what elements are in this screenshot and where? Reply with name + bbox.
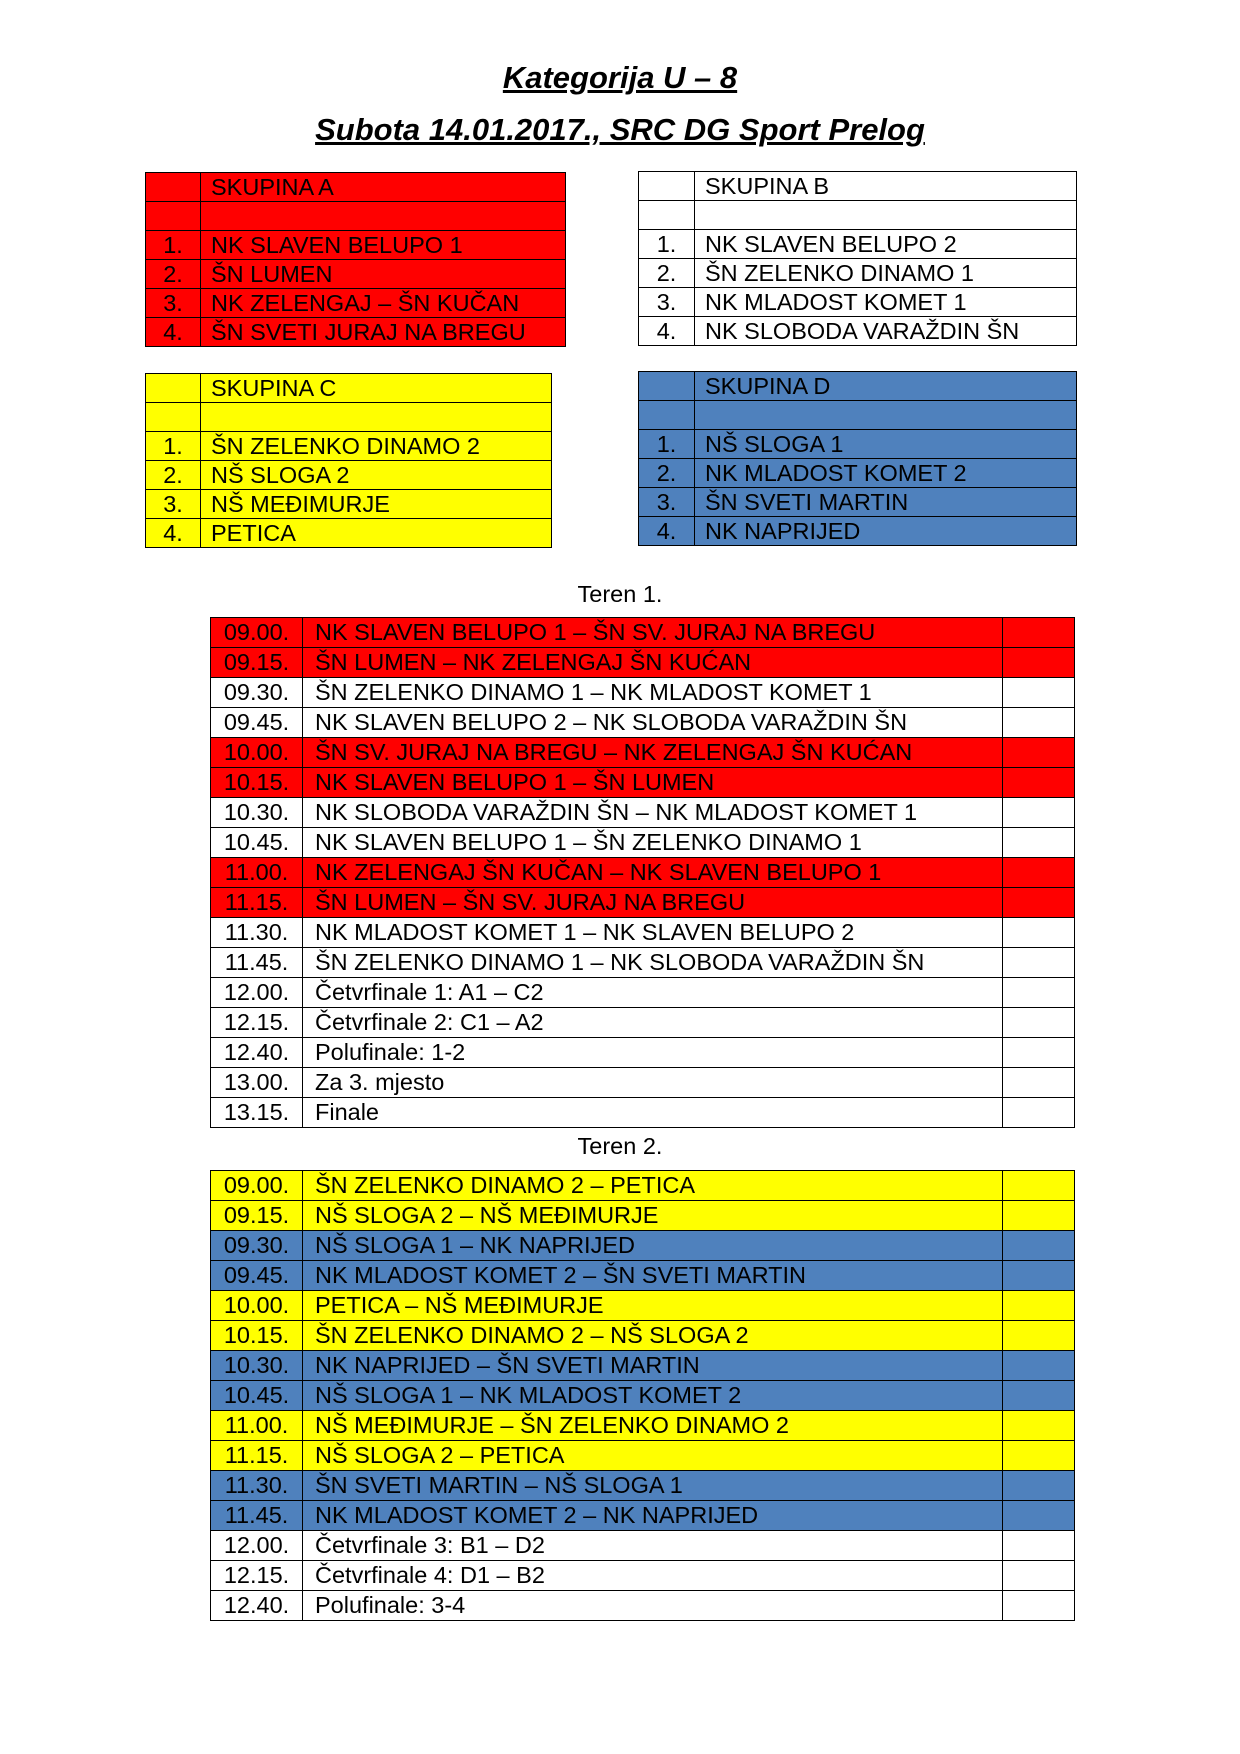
match-teams: NŠ MEĐIMURJE – ŠN ZELENKO DINAMO 2 [303, 1411, 1003, 1441]
group-row [146, 519, 552, 548]
match-row [211, 1321, 1075, 1351]
team-number: 3. [146, 289, 201, 318]
match-time: 10.00. [211, 1291, 303, 1321]
match-row [211, 1098, 1075, 1128]
page-subtitle: Subota 14.01.2017., SRC DG Sport Prelog [315, 112, 925, 147]
match-time: 11.45. [211, 948, 303, 978]
team-number: 3. [146, 490, 201, 519]
match-time: 11.00. [211, 1411, 303, 1441]
team-name: NK SLOBODA VARAŽDIN ŠN [695, 317, 1077, 346]
match-result [1003, 1231, 1075, 1261]
group-row [639, 201, 1077, 230]
match-result [1003, 768, 1075, 798]
team-name: NŠ SLOGA 2 [201, 461, 552, 490]
team-name: ŠN SVETI JURAJ NA BREGU [201, 318, 566, 347]
match-result [1003, 1561, 1075, 1591]
match-time: 12.15. [211, 1008, 303, 1038]
team-number [639, 401, 695, 430]
match-result [1003, 1351, 1075, 1381]
match-result [1003, 618, 1075, 648]
team-name: PETICA [201, 519, 552, 548]
group-row [639, 459, 1077, 488]
team-number: 2. [146, 461, 201, 490]
match-time: 11.45. [211, 1501, 303, 1531]
match-time: 10.15. [211, 1321, 303, 1351]
team-number [146, 374, 201, 403]
match-teams: Četvrfinale 4: D1 – B2 [303, 1561, 1003, 1591]
match-row [211, 1381, 1075, 1411]
team-number [639, 201, 695, 230]
match-time: 09.15. [211, 1201, 303, 1231]
match-time: 09.30. [211, 678, 303, 708]
group-row [146, 231, 566, 260]
match-teams: NK SLOBODA VARAŽDIN ŠN – NK MLADOST KOMET 1 [303, 798, 1003, 828]
match-result [1003, 1008, 1075, 1038]
match-time: 09.15. [211, 648, 303, 678]
group-body [146, 173, 566, 347]
team-number: 2. [639, 459, 695, 488]
match-teams: NK MLADOST KOMET 1 – NK SLAVEN BELUPO 2 [303, 918, 1003, 948]
match-time: 12.15. [211, 1561, 303, 1591]
team-name [695, 401, 1077, 430]
team-number [639, 372, 695, 401]
match-result [1003, 798, 1075, 828]
field-1-schedule [210, 617, 1075, 1128]
team-number [146, 202, 201, 231]
team-name: NK ZELENGAJ – ŠN KUČAN [201, 289, 566, 318]
match-time: 09.45. [211, 1261, 303, 1291]
match-teams: ŠN LUMEN – NK ZELENGAJ ŠN KUĆAN [303, 648, 1003, 678]
group-table-d [638, 371, 1077, 546]
match-time: 10.15. [211, 768, 303, 798]
match-teams: NŠ SLOGA 2 – PETICA [303, 1441, 1003, 1471]
group-row [639, 517, 1077, 546]
match-row [211, 858, 1075, 888]
group-row [639, 372, 1077, 401]
match-row [211, 1038, 1075, 1068]
match-time: 13.00. [211, 1068, 303, 1098]
match-teams: NK ZELENGAJ ŠN KUČAN – NK SLAVEN BELUPO 1 [303, 858, 1003, 888]
team-name [695, 201, 1077, 230]
match-result [1003, 888, 1075, 918]
match-result [1003, 1038, 1075, 1068]
match-time: 09.00. [211, 1171, 303, 1201]
match-time: 13.15. [211, 1098, 303, 1128]
team-name: NŠ SLOGA 1 [695, 430, 1077, 459]
match-row [211, 738, 1075, 768]
match-time: 10.00. [211, 738, 303, 768]
group-body [639, 372, 1077, 546]
match-time: 12.00. [211, 1531, 303, 1561]
schedule-body [211, 1171, 1075, 1621]
group-row [146, 490, 552, 519]
team-name: ŠN SVETI MARTIN [695, 488, 1077, 517]
group-row [639, 401, 1077, 430]
match-result [1003, 1098, 1075, 1128]
match-teams: NŠ SLOGA 1 – NK NAPRIJED [303, 1231, 1003, 1261]
match-result [1003, 1531, 1075, 1561]
group-title: SKUPINA A [201, 173, 566, 202]
team-name [201, 403, 552, 432]
match-teams: Polufinale: 1-2 [303, 1038, 1003, 1068]
match-teams: NK NAPRIJED – ŠN SVETI MARTIN [303, 1351, 1003, 1381]
match-teams: Četvrfinale 3: B1 – D2 [303, 1531, 1003, 1561]
match-teams: Polufinale: 3-4 [303, 1591, 1003, 1621]
group-row [146, 202, 566, 231]
match-result [1003, 648, 1075, 678]
match-teams: ŠN ZELENKO DINAMO 2 – PETICA [303, 1171, 1003, 1201]
match-teams: ŠN ZELENKO DINAMO 1 – NK SLOBODA VARAŽDIN ŠN [303, 948, 1003, 978]
match-time: 11.30. [211, 918, 303, 948]
match-result [1003, 1201, 1075, 1231]
match-time: 11.00. [211, 858, 303, 888]
team-name: ŠN ZELENKO DINAMO 2 [201, 432, 552, 461]
match-row [211, 708, 1075, 738]
group-body [639, 172, 1077, 346]
match-time: 11.15. [211, 888, 303, 918]
team-number: 1. [146, 231, 201, 260]
schedule-body [211, 618, 1075, 1128]
match-row [211, 1561, 1075, 1591]
match-teams: NŠ SLOGA 2 – NŠ MEĐIMURJE [303, 1201, 1003, 1231]
match-row [211, 768, 1075, 798]
match-result [1003, 1591, 1075, 1621]
team-number: 1. [146, 432, 201, 461]
team-number: 4. [146, 519, 201, 548]
team-number: 1. [639, 230, 695, 259]
team-name: NK MLADOST KOMET 1 [695, 288, 1077, 317]
match-teams: NK SLAVEN BELUPO 1 – ŠN SV. JURAJ NA BREGU [303, 618, 1003, 648]
match-time: 11.30. [211, 1471, 303, 1501]
team-name: NK SLAVEN BELUPO 2 [695, 230, 1077, 259]
field-2-label: Teren 2. [577, 1133, 663, 1159]
match-result [1003, 1291, 1075, 1321]
match-teams: NK SLAVEN BELUPO 2 – NK SLOBODA VARAŽDIN ŠN [303, 708, 1003, 738]
match-teams: ŠN ZELENKO DINAMO 2 – NŠ SLOGA 2 [303, 1321, 1003, 1351]
team-name: NK SLAVEN BELUPO 1 [201, 231, 566, 260]
match-result [1003, 978, 1075, 1008]
match-teams: Za 3. mjesto [303, 1068, 1003, 1098]
group-table-c [145, 373, 552, 548]
team-number: 3. [639, 288, 695, 317]
match-result [1003, 1068, 1075, 1098]
match-time: 09.45. [211, 708, 303, 738]
group-row [146, 173, 566, 202]
match-teams: NK SLAVEN BELUPO 1 – ŠN LUMEN [303, 768, 1003, 798]
group-row [146, 374, 552, 403]
match-teams: Finale [303, 1098, 1003, 1128]
team-name: NK MLADOST KOMET 2 [695, 459, 1077, 488]
match-time: 11.15. [211, 1441, 303, 1471]
group-table-b [638, 171, 1077, 346]
field-2-schedule [210, 1170, 1075, 1621]
match-row [211, 1441, 1075, 1471]
match-row [211, 618, 1075, 648]
match-time: 10.45. [211, 1381, 303, 1411]
match-result [1003, 1321, 1075, 1351]
match-result [1003, 918, 1075, 948]
team-number: 4. [146, 318, 201, 347]
match-teams: NK SLAVEN BELUPO 1 – ŠN ZELENKO DINAMO 1 [303, 828, 1003, 858]
match-row [211, 1291, 1075, 1321]
match-time: 12.40. [211, 1038, 303, 1068]
group-body [146, 374, 552, 548]
group-table-a [145, 172, 566, 347]
match-row [211, 1531, 1075, 1561]
match-row [211, 678, 1075, 708]
group-title: SKUPINA C [201, 374, 552, 403]
match-result [1003, 1501, 1075, 1531]
team-number [146, 403, 201, 432]
match-row [211, 1411, 1075, 1441]
team-number: 3. [639, 488, 695, 517]
match-result [1003, 1171, 1075, 1201]
group-row [146, 289, 566, 318]
match-result [1003, 1381, 1075, 1411]
team-number: 1. [639, 430, 695, 459]
match-row [211, 1231, 1075, 1261]
match-teams: Četvrfinale 1: A1 – C2 [303, 978, 1003, 1008]
match-row [211, 1261, 1075, 1291]
match-teams: NK MLADOST KOMET 2 – ŠN SVETI MARTIN [303, 1261, 1003, 1291]
match-teams: NŠ SLOGA 1 – NK MLADOST KOMET 2 [303, 1381, 1003, 1411]
match-result [1003, 1411, 1075, 1441]
team-name: ŠN ZELENKO DINAMO 1 [695, 259, 1077, 288]
match-result [1003, 1471, 1075, 1501]
match-time: 10.45. [211, 828, 303, 858]
group-row [639, 288, 1077, 317]
match-teams: ŠN SVETI MARTIN – NŠ SLOGA 1 [303, 1471, 1003, 1501]
team-number [146, 173, 201, 202]
team-number [639, 172, 695, 201]
match-result [1003, 738, 1075, 768]
group-row [146, 260, 566, 289]
match-time: 12.40. [211, 1591, 303, 1621]
group-row [639, 488, 1077, 517]
team-name: NŠ MEĐIMURJE [201, 490, 552, 519]
match-teams: ŠN SV. JURAJ NA BREGU – NK ZELENGAJ ŠN KUĆAN [303, 738, 1003, 768]
match-teams: PETICA – NŠ MEĐIMURJE [303, 1291, 1003, 1321]
match-row [211, 1351, 1075, 1381]
match-row [211, 978, 1075, 1008]
field-1-label: Teren 1. [577, 581, 663, 607]
match-row [211, 1201, 1075, 1231]
team-name: ŠN LUMEN [201, 260, 566, 289]
match-row [211, 888, 1075, 918]
match-result [1003, 948, 1075, 978]
match-result [1003, 1261, 1075, 1291]
team-number: 2. [146, 260, 201, 289]
team-number: 2. [639, 259, 695, 288]
match-teams: ŠN ZELENKO DINAMO 1 – NK MLADOST KOMET 1 [303, 678, 1003, 708]
match-teams: NK MLADOST KOMET 2 – NK NAPRIJED [303, 1501, 1003, 1531]
group-title: SKUPINA D [695, 372, 1077, 401]
match-teams: Četvrfinale 2: C1 – A2 [303, 1008, 1003, 1038]
group-title: SKUPINA B [695, 172, 1077, 201]
match-row [211, 918, 1075, 948]
group-row [146, 461, 552, 490]
team-name: NK NAPRIJED [695, 517, 1077, 546]
match-row [211, 648, 1075, 678]
match-time: 09.00. [211, 618, 303, 648]
match-row [211, 1008, 1075, 1038]
match-result [1003, 828, 1075, 858]
match-result [1003, 1441, 1075, 1471]
match-time: 12.00. [211, 978, 303, 1008]
group-row [639, 259, 1077, 288]
match-row [211, 1471, 1075, 1501]
team-name [201, 202, 566, 231]
match-row [211, 1591, 1075, 1621]
match-row [211, 1501, 1075, 1531]
group-row [146, 403, 552, 432]
match-row [211, 828, 1075, 858]
team-number: 4. [639, 517, 695, 546]
group-row [639, 172, 1077, 201]
match-time: 09.30. [211, 1231, 303, 1261]
match-time: 10.30. [211, 798, 303, 828]
match-row [211, 1171, 1075, 1201]
group-row [146, 432, 552, 461]
match-result [1003, 708, 1075, 738]
match-row [211, 948, 1075, 978]
match-row [211, 1068, 1075, 1098]
group-row [146, 318, 566, 347]
match-teams: ŠN LUMEN – ŠN SV. JURAJ NA BREGU [303, 888, 1003, 918]
team-number: 4. [639, 317, 695, 346]
match-row [211, 798, 1075, 828]
match-result [1003, 678, 1075, 708]
page-title: Kategorija U – 8 [502, 60, 738, 95]
group-row [639, 317, 1077, 346]
match-time: 10.30. [211, 1351, 303, 1381]
group-row [639, 430, 1077, 459]
group-row [639, 230, 1077, 259]
match-result [1003, 858, 1075, 888]
